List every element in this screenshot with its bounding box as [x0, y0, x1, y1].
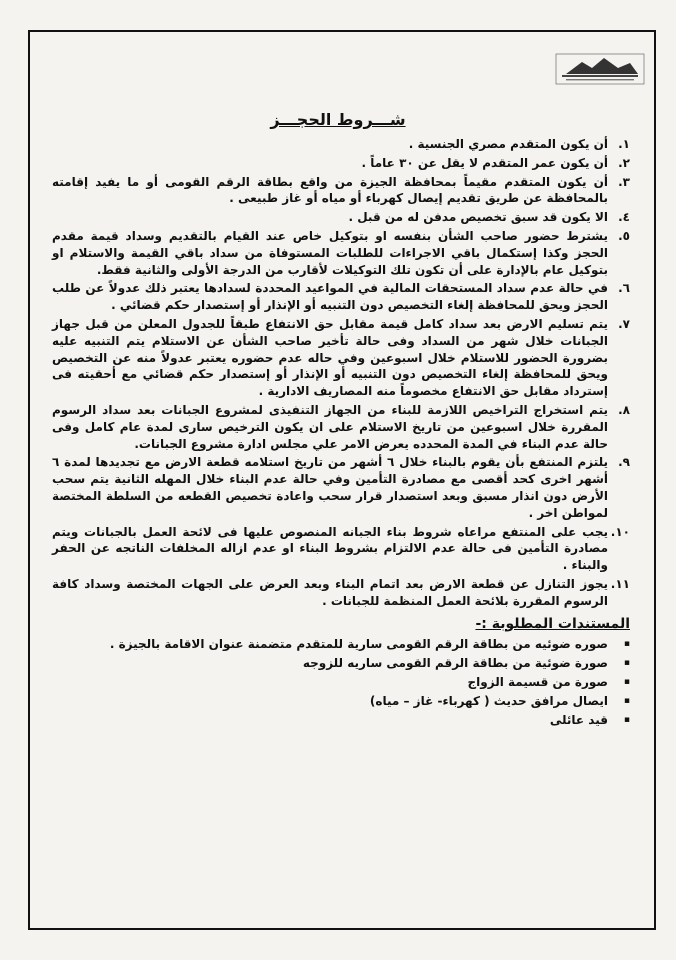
document-item [52, 712, 630, 729]
governorate-logo [552, 50, 648, 88]
document-text: صورة من قسيمة الزواج [467, 674, 608, 689]
document-item [52, 636, 630, 653]
condition-number: ٥. [618, 228, 630, 243]
condition-item [52, 209, 630, 226]
condition-item [52, 454, 630, 521]
condition-text: الا يكون قد سبق تخصيص مدفن له من قبل . [348, 210, 608, 225]
condition-text: يتم تسليم الارض بعد سداد كامل قيمة مقابل حق الانتفاع طبقاً للجدول المعلن من قبل جهاز الجبانات خلال شهر من السداد وفى حالة تأخير صاحب الشأن عن الاستلام يتم التنبيه عليه بضرورة الحضور للاستلام خلال اسبوعين وفي حاله عدم حضوره يعتبر عدولاً منه عن التخصيص ويحق للمحافظة إلغاء التخصيص دون التنبيه أو الإنذار أو إستصدار حكم قضائي مع أحقيته فى إسترداد مقابل حق الانتفاع مخصوماً منه المصاريف الادارية . [52, 316, 608, 399]
condition-item [52, 155, 630, 172]
condition-number: ٨. [618, 402, 630, 417]
condition-text: يشترط حضور صاحب الشأن بنفسه او بتوكيل خاص عند القيام بالتقديم وسداد قيمة مقدم الحجز وكذا إستكمال باقي الاجراءات للطلبات المستوفاة من سداد باقي القيمة والاستلام او بتوكيل عام بالإدارة على أن تكون تلك التوكيلات لأقارب من الدرجة الأولى والثانية فقط. [52, 228, 608, 277]
condition-text: في حالة عدم سداد المستحقات المالية في المواعيد المحددة لسدادها يعتبر ذلك عدولاً عن طلب الحجز ويحق للمحافظة إلغاء التخصيص دون التنبيه أو الإنذار أو إستصدار حكم قضائي . [52, 281, 608, 313]
documents-heading: المستندات المطلوبة :- [475, 615, 630, 632]
condition-text: يجوز التنازل عن قطعة الارض بعد اتمام البناء وبعد العرض على الجهات المختصة وسداد كافة الرسوم المقررة بلائحة العمل المنظمة للجبانات . [52, 576, 608, 608]
square-bullet-icon: ▪ [623, 639, 630, 650]
condition-item [52, 316, 630, 400]
condition-item [52, 524, 630, 574]
conditions-content [52, 136, 630, 730]
document-text: صورة ضوئية من بطاقة الرقم القومى ساريه للزوجه [302, 656, 608, 671]
conditions-list [52, 136, 630, 610]
document-item [52, 655, 630, 672]
documents-list [52, 636, 630, 728]
condition-text: أن يكون المتقدم مصري الجنسية . [408, 137, 608, 151]
condition-number: ٦. [618, 281, 630, 296]
condition-number: ١. [618, 137, 630, 151]
condition-number: ١١. [610, 576, 630, 591]
condition-text: يتم استخراج التراخيص اللازمة للبناء من الجهاز التنفيذى لمشروع الجبانات بعد سداد الرسوم المقررة خلال اسبوعين من تاريخ الاستلام على ان يكون الترخيص سارى لمدة عام كامل وفى حالة عدم البناء في المدة المحدده يعرض الامر علي مجلس ادارة مشروع الجبانات. [52, 402, 608, 451]
condition-item [52, 280, 630, 314]
square-bullet-icon: ▪ [623, 676, 630, 687]
condition-number: ٩. [618, 455, 630, 470]
condition-item [52, 576, 630, 610]
document-text: قيد عائلى [549, 712, 608, 727]
condition-item [52, 174, 630, 208]
square-bullet-icon: ▪ [623, 695, 630, 706]
condition-text: أن يكون عمر المتقدم لا يقل عن ٣٠ عاماً . [361, 155, 608, 170]
document-text: ايصال مرافق حديث ( كهرباء- غاز – مياه) [369, 693, 608, 708]
condition-number: ١٠. [610, 524, 630, 539]
document-item [52, 674, 630, 691]
condition-text: يلتزم المنتفع بأن يقوم بالبناء خلال ٦ أشهر من تاريخ استلامه قطعة الارض مع تجديدها لمدة ٦ أشهر اخرى كحد أقصى مع مصادرة التأمين وفي حالة عدم البناء خلال المهله الثانية يتم سحب الأرض دون انذار مسبق وبعد استصدار قرار سحب واعادة تخصيص القطعه من السلطة المختصة لمواطن اخر . [52, 455, 608, 520]
condition-item [52, 402, 630, 452]
square-bullet-icon: ▪ [623, 658, 630, 669]
document-text: صوره ضوئيه من بطاقة الرقم القومى سارية للمتقدم متضمنة عنوان الاقامة بالجيزة . [109, 637, 608, 652]
condition-number: ٢. [618, 155, 630, 170]
condition-item [52, 136, 630, 153]
condition-number: ٤. [618, 210, 630, 225]
page-title: شـــروط الحجـــز [270, 110, 406, 129]
condition-number: ٧. [618, 316, 630, 331]
condition-text: أن يكون المتقدم مقيماً بمحافظة الجيزة من واقع بطاقة الرقم القومى أو ما يفيد إقامته بالمحافظة عن طريق تقديم إيصال كهرباء أو مياه أو غاز طبيعى . [52, 174, 608, 206]
condition-number: ٣. [618, 174, 630, 189]
square-bullet-icon: ▪ [623, 714, 630, 725]
document-item [52, 693, 630, 710]
condition-item [52, 228, 630, 278]
condition-text: يجب على المنتفع مراعاه شروط بناء الجبانه المنصوص عليها فى لائحة العمل بالجبانات ويتم مصادرة التأمين فى حالة عدم الالتزام بشروط البناء او عدم ازاله المخلفات الناتجه عن الحفر والبناء . [52, 524, 608, 573]
